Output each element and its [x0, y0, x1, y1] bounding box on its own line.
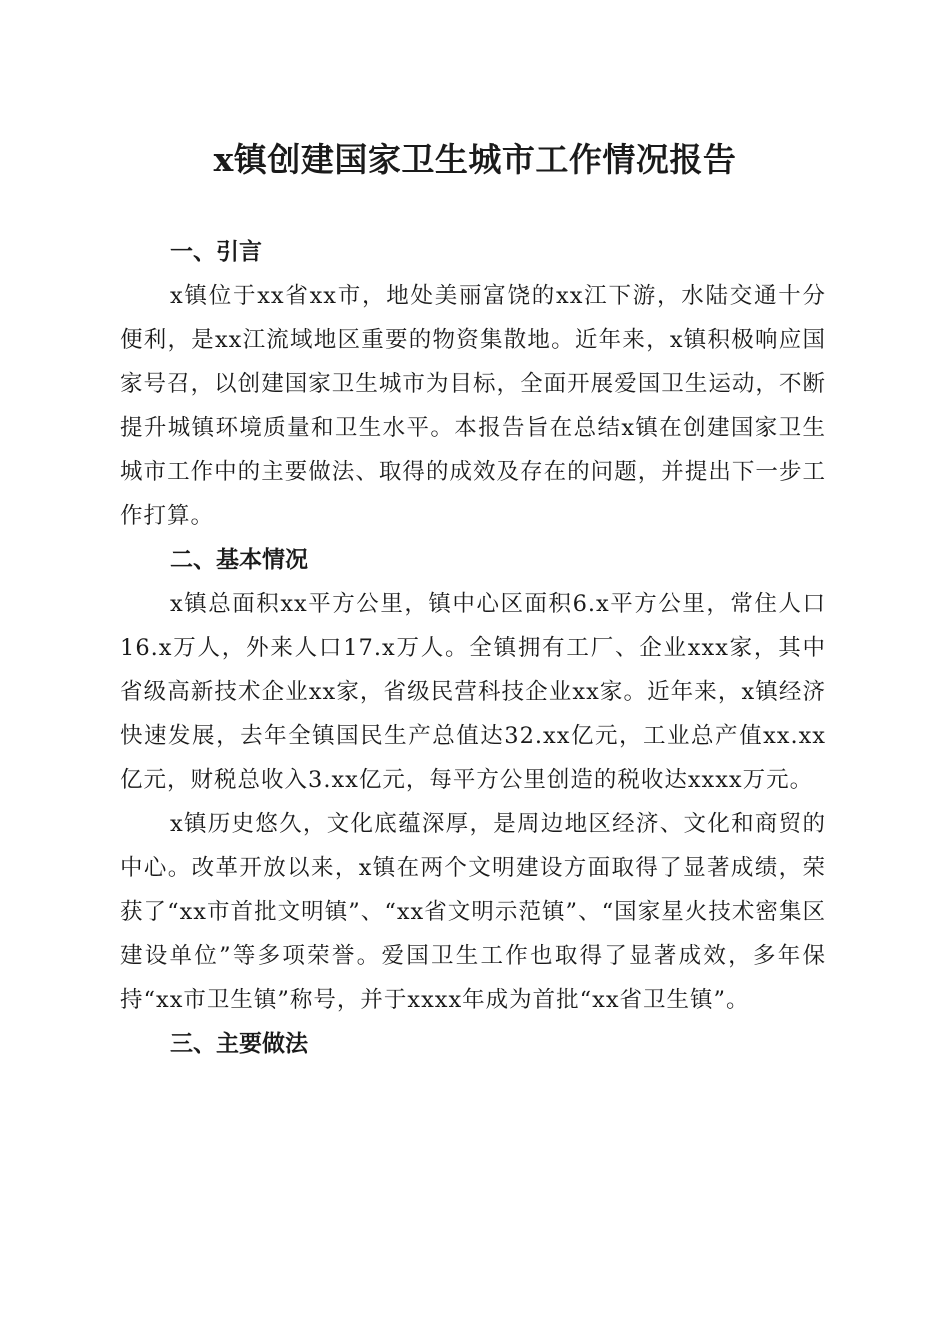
paragraph: x镇总面积xx平方公里，镇中心区面积6.x平方公里，常住人口16.x万人，外来人口17.x万人。全镇拥有工厂、企业xxx家，其中省级高新技术企业xx家，省级民营科技企业xx家。近年来，x镇经济快速发展，去年全镇国民生产总值达32.xx亿元，工业总产值xx.xx亿元，财税总收入3.xx亿元，每平方公里创造的税收达xxxx万元。 — [120, 591, 826, 793]
paragraph: x镇位于xx省xx市，地处美丽富饶的xx江下游，水陆交通十分便利，是xx江流域地区重要的物资集散地。近年来，x镇积极响应国家号召，以创建国家卫生城市为目标，全面开展爱国卫生运动，不断提升城镇环境质量和卫生水平。本报告旨在总结x镇在创建国家卫生城市工作中的主要做法、取得的成效及存在的问题，并提出下一步工作打算。 — [120, 283, 826, 529]
section-heading: 一、引言 — [170, 239, 262, 265]
section-heading: 二、基本情况 — [170, 547, 308, 573]
document-body — [120, 230, 826, 1066]
section-introduction — [120, 230, 826, 538]
document-title: x镇创建国家卫生城市工作情况报告 — [213, 140, 737, 179]
section-basic-info — [120, 538, 826, 1022]
section-main-practices — [120, 1022, 826, 1066]
section-heading: 三、主要做法 — [170, 1031, 308, 1057]
paragraph: x镇历史悠久，文化底蕴深厚，是周边地区经济、文化和商贸的中心。改革开放以来，x镇在两个文明建设方面取得了显著成绩，荣获了“xx市首批文明镇”、“xx省文明示范镇”、“国家星火技术密集区建设单位”等多项荣誉。爱国卫生工作也取得了显著成效，多年保持“xx市卫生镇”称号，并于xxxx年成为首批“xx省卫生镇”。 — [120, 811, 826, 1013]
